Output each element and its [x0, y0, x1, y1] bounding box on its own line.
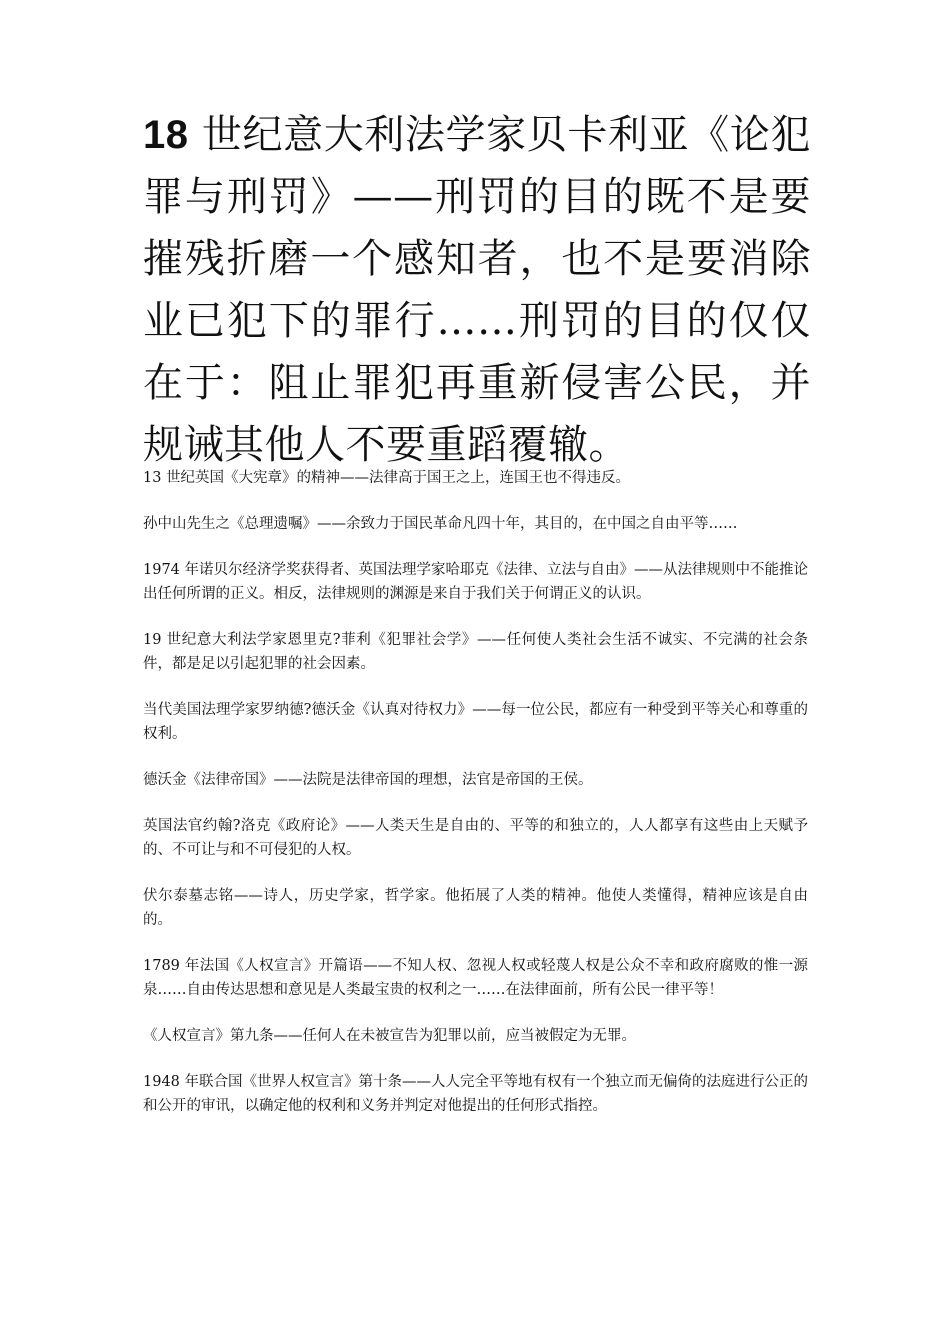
quote-paragraph-1: 13 世纪英国《大宪章》的精神——法律高于国王之上，连国王也不得违反。 [143, 470, 631, 486]
heading-quote [143, 104, 811, 476]
quote-paragraph-4: 19 世纪意大利法学家恩里克?菲利《犯罪社会学》——任何使人类社会生活不诚实、不完满的社会条件，都是足以引起犯罪的社会因素。 [143, 632, 808, 672]
quote-paragraph-5: 当代美国法理学家罗纳德?德沃金《认真对待权力》——每一位公民，都应有一种受到平等关心和尊重的权利。 [143, 702, 808, 742]
quote-paragraph-10: 《人权宣言》第九条——任何人在未被宣告为犯罪以前，应当被假定为无罪。 [143, 1028, 636, 1044]
quote-paragraph-3: 1974 年诺贝尔经济学奖获得者、英国法理学家哈耶克《法律、立法与自由》——从法律规则中不能推论出任何所谓的正义。相反，法律规则的渊源是来自于我们关于何谓正义的认识。 [143, 562, 809, 602]
quote-paragraph-11: 1948 年联合国《世界人权宣言》第十条——人人完全平等地有权有一个独立而无偏倚的法庭进行公正的和公开的审讯，以确定他的权利和义务并判定对他提出的任何形式指控。 [143, 1074, 809, 1114]
quote-paragraph-2: 孙中山先生之《总理遗嘱》——余致力于国民革命凡四十年，其目的，在中国之自由平等…… [143, 516, 738, 532]
quote-list [143, 466, 808, 1140]
heading-number: 18 [143, 113, 189, 157]
heading-text: 世纪意大利法学家贝卡利亚《论犯罪与刑罚》——刑罚的目的既不是要摧残折磨一个感知者，也不是要消除业已犯下的罪行……刑罚的目的仅仅在于：阻止罪犯再重新侵害公民，并规诫其他人不要重蹈覆辙。 [143, 112, 811, 468]
quote-paragraph-8: 伏尔泰墓志铭——诗人，历史学家，哲学家。他拓展了人类的精神。他使人类懂得，精神应该是自由的。 [143, 888, 808, 928]
quote-paragraph-6: 德沃金《法律帝国》——法院是法律帝国的理想，法官是帝国的王侯。 [143, 772, 593, 788]
quote-paragraph-7: 英国法官约翰?洛克《政府论》——人类天生是自由的、平等的和独立的，人人都享有这些由上天赋予的、不可让与和不可侵犯的人权。 [143, 818, 808, 858]
quote-paragraph-9: 1789 年法国《人权宣言》开篇语——不知人权、忽视人权或轻蔑人权是公众不幸和政府腐败的惟一源泉……自由传达思想和意见是人类最宝贵的权利之一……在法律面前，所有公民一律平等！ [143, 958, 808, 998]
